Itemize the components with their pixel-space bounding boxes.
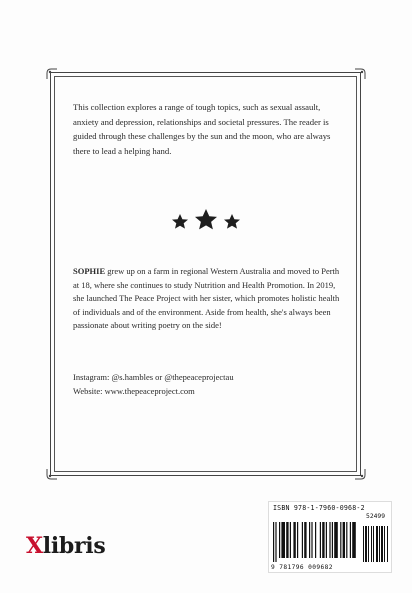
author-contacts xyxy=(73,370,343,398)
barcode-bar xyxy=(293,522,295,558)
barcode-bar xyxy=(320,522,321,558)
barcode-bar xyxy=(334,522,338,558)
barcode-addon-bar xyxy=(376,526,378,562)
barcode-bar xyxy=(315,522,316,558)
barcode-addon-bar xyxy=(373,526,374,562)
barcode-bar xyxy=(273,522,274,562)
barcode-bar xyxy=(329,522,330,558)
author-bio-text: grew up on a farm in regional Western Australia and moved to Perth at 18, where she continues to study Nutrition and Health Promotion. In 2019, she launched The Peace Project with her sister, which promotes holistic health of individuals and of the environment. Aside from health, she's always been passionate about writing poetry on the side! xyxy=(73,266,340,331)
blurb-text: This collection explores a range of tough topics, such as sexual assault, anxiety and depression, relationships and societal pressures. The reader is guided through these challenges by the sun and the moon, who are always there to lead a helping hand. xyxy=(73,102,331,156)
barcode-bar xyxy=(309,522,310,558)
isbn-barcode xyxy=(268,501,392,573)
barcode-addon-bar xyxy=(363,526,364,562)
barcode-addon-bar xyxy=(384,526,385,562)
barcode-bar xyxy=(311,522,312,558)
corner-ornament-top-right xyxy=(354,68,366,80)
star-icon-right xyxy=(224,214,240,229)
isbn-label: ISBN 978-1-7960-0968-2 xyxy=(273,504,365,512)
barcode-addon-digits: 52499 xyxy=(366,513,385,520)
barcode-bar xyxy=(343,522,345,558)
star-icon-center xyxy=(195,209,217,229)
barcode-addon-bar xyxy=(368,526,369,562)
barcode-bar xyxy=(352,522,356,558)
barcode-bar xyxy=(281,522,285,558)
barcode-bar xyxy=(350,522,351,558)
barcode-addon-bar xyxy=(371,526,372,562)
barcode-graphic xyxy=(273,522,389,564)
instagram-handle: Instagram: @s.hambles or @thepeaceprojectau xyxy=(73,372,234,382)
barcode-bar xyxy=(346,522,347,558)
barcode-bar xyxy=(286,522,288,558)
barcode-bar xyxy=(297,522,298,558)
corner-ornament-bottom-right xyxy=(354,468,366,480)
corner-ornament-top-left xyxy=(46,68,58,80)
author-name: SOPHIE xyxy=(73,266,106,276)
barcode-bar xyxy=(279,522,280,558)
barcode-bar xyxy=(340,522,341,558)
barcode-addon-bar xyxy=(379,526,380,562)
publisher-logo-initial: X xyxy=(26,533,43,559)
author-bio xyxy=(73,265,343,333)
barcode-digits: 9 781796 009682 xyxy=(271,564,333,571)
barcode-bar xyxy=(332,522,333,558)
publisher-logo xyxy=(26,533,105,559)
barcode-addon-bar xyxy=(365,526,367,562)
star-divider-graphic xyxy=(166,206,246,234)
barcode-bar xyxy=(322,522,324,558)
publisher-logo-rest: libris xyxy=(42,533,106,559)
website-link: Website: www.thepeaceproject.com xyxy=(73,386,195,396)
barcode-bar xyxy=(290,522,291,558)
barcode-bar xyxy=(326,522,327,558)
corner-ornament-bottom-left xyxy=(46,468,58,480)
star-icon-left xyxy=(172,214,188,229)
barcode-bar xyxy=(275,522,276,562)
barcode-addon-bar xyxy=(381,526,383,562)
barcode-addon-bar xyxy=(387,526,388,562)
star-divider xyxy=(0,206,412,234)
barcode-bar xyxy=(302,522,303,558)
barcode-bar xyxy=(304,522,306,558)
